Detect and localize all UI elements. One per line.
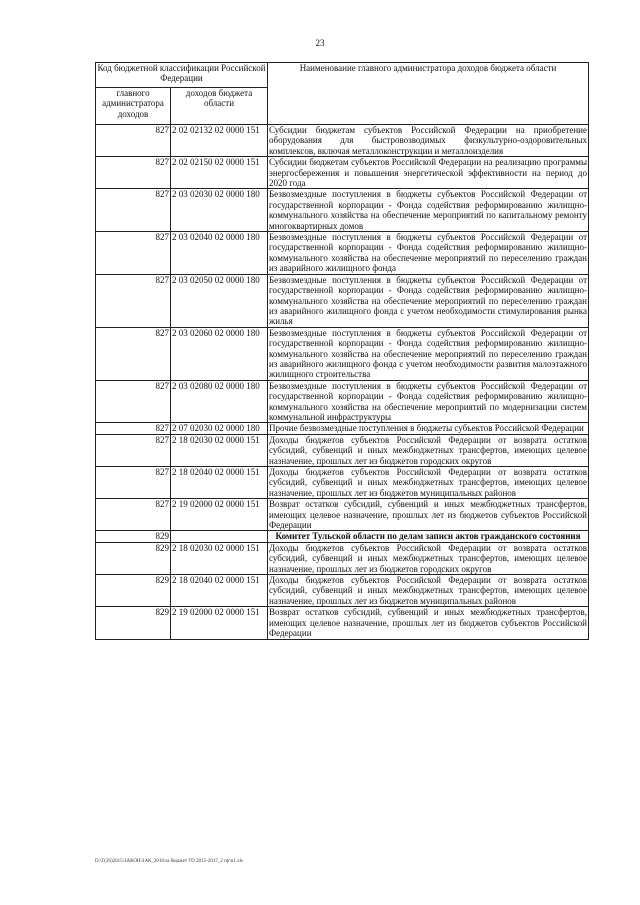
header-income: доходов бюджета области	[171, 88, 268, 125]
income-code: 2 03 02040 02 0000 180	[171, 232, 268, 275]
table-row	[96, 434, 589, 466]
admin-code: 827	[96, 467, 171, 499]
income-name: Возврат остатков субсидий, субвенций и иных межбюджетных трансфертов, имеющих целевое назначение, прошлых лет из бюджетов субъектов Российской Федерации	[269, 499, 587, 531]
table-row	[96, 380, 589, 423]
admin-code: 829	[96, 607, 171, 639]
footer-file-path: D:\Г(26)2015\ЗАКОН\ЗАК_2016\за бюджет ТО 2015-2017_2 пр\п1.xls	[95, 859, 243, 864]
table-row	[96, 327, 589, 380]
table-row	[96, 607, 589, 639]
income-code: 2 03 02030 02 0000 180	[171, 189, 268, 232]
table-row	[96, 542, 589, 574]
table-row	[96, 575, 589, 607]
income-name: Доходы бюджетов субъектов Российской Федерации от возврата остатков субсидий, субвенций и иных межбюджетных трансфертов, имеющих целевое назначение, прошлых лет из бюджетов городских округов	[269, 434, 587, 466]
table-row	[96, 499, 589, 531]
admin-code: 827	[96, 327, 171, 380]
income-name: Доходы бюджетов субъектов Российской Федерации от возврата остатков субсидий, субвенций и иных межбюджетных трансфертов, имеющих целевое назначение, прошлых лет из бюджетов муниципальных районов	[269, 467, 587, 498]
header-administrator: главного администратора доходов	[96, 88, 171, 125]
income-code: 2 18 02030 02 0000 151	[171, 434, 268, 466]
income-name: Прочие безвозмездные поступления в бюджеты субъектов Российской Федерации	[268, 423, 589, 434]
section-admin-code: 829	[96, 531, 171, 542]
income-name: Субсидии бюджетам субъектов Российской Федерации на реализацию программы энергосбережения и повышения энергетической эффективности на период до 2020 года	[269, 157, 587, 189]
income-code: 2 03 02050 02 0000 180	[171, 274, 268, 327]
admin-code: 827	[96, 499, 171, 531]
admin-code: 827	[96, 157, 171, 189]
page-number: 23	[315, 38, 325, 48]
admin-code: 827	[96, 423, 171, 434]
income-name: Субсидии бюджетам субъектов Российской Федерации на приобретение оборудования для быстровозводимых физкультурно-оздоровительных комплексов, включая металлоконструкции и металлоизделия	[269, 125, 587, 156]
admin-code: 827	[96, 189, 171, 232]
table-row	[96, 423, 589, 434]
income-name: Безвозмездные поступления в бюджеты субъектов Российской Федерации от государственной корпорации - Фонда содействия реформированию жилищно-коммунального хозяйства на обеспечение мероприятий по переселению граждан из аварийного жилищного фонда с учетом необходимости стимулирования рынка жилья	[269, 274, 587, 327]
header-name: Наименование главного администратора доходов бюджета области	[268, 63, 589, 125]
income-code: 2 19 02000 02 0000 151	[171, 499, 268, 531]
table-header-row	[96, 63, 589, 88]
income-code: 2 03 02060 02 0000 180	[171, 327, 268, 380]
admin-code: 827	[96, 380, 171, 423]
income-code: 2 03 02080 02 0000 180	[171, 380, 268, 423]
table-row	[96, 467, 589, 499]
income-name: Безвозмездные поступления в бюджеты субъектов Российской Федерации от государственной корпорации - Фонда содействия реформированию жилищно-коммунального хозяйства на обеспечение мероприятий по капитальному ремонту многоквартирных домов	[269, 189, 587, 231]
income-code: 2 02 02132 02 0000 151	[171, 125, 268, 157]
income-code: 2 18 02040 02 0000 151	[171, 575, 268, 607]
income-name: Безвозмездные поступления в бюджеты субъектов Российской Федерации от государственной корпорации - Фонда содействия реформированию жилищно-коммунального хозяйства на обеспечение мероприятий по переселению граждан из аварийного жилищного фонда с учетом необходимости развития малоэтажного жилищного строительства	[269, 327, 587, 380]
income-name: Доходы бюджетов субъектов Российской Федерации от возврата остатков субсидий, субвенций и иных межбюджетных трансфертов, имеющих целевое назначение, прошлых лет из бюджетов муниципальных районов	[269, 575, 587, 606]
table-row	[96, 189, 589, 232]
income-name: Безвозмездные поступления в бюджеты субъектов Российской Федерации от государственной корпорации - Фонда содействия реформированию жилищно-коммунального хозяйства на обеспечение мероприятий по переселению граждан из аварийного жилищного фонда	[269, 232, 587, 274]
income-name: Возврат остатков субсидий, субвенций и иных межбюджетных трансфертов, имеющих целевое назначение, прошлых лет из бюджетов субъектов Российской Федерации	[269, 607, 587, 639]
income-code: 2 18 02030 02 0000 151	[171, 542, 268, 574]
header-classification: Код бюджетной классификации Российской Федерации	[96, 63, 268, 88]
admin-code: 829	[96, 575, 171, 607]
income-code: 2 07 02030 02 0000 180	[171, 423, 268, 434]
section-title: Комитет Тульской области по делам записи актов гражданского состояния	[268, 531, 589, 542]
income-code: 2 02 02150 02 0000 151	[171, 157, 268, 189]
admin-code: 827	[96, 125, 171, 157]
income-code: 2 19 02000 02 0000 151	[171, 607, 268, 639]
admin-code: 827	[96, 434, 171, 466]
budget-classification-table	[95, 62, 589, 640]
table-row	[96, 125, 589, 157]
admin-code: 827	[96, 232, 171, 275]
table-row	[96, 232, 589, 275]
section-row	[96, 531, 589, 542]
table-row	[96, 274, 589, 327]
admin-code: 827	[96, 274, 171, 327]
income-name: Доходы бюджетов субъектов Российской Федерации от возврата остатков субсидий, субвенций и иных межбюджетных трансфертов, имеющих целевое назначение, прошлых лет из бюджетов городских округов	[269, 542, 587, 574]
income-name: Безвозмездные поступления в бюджеты субъектов Российской Федерации от государственной корпорации - Фонда содействия реформированию жилищно-коммунального хозяйства на обеспечение мероприятий по модернизации систем коммунальной инфраструктуры	[269, 380, 587, 422]
section-empty-cell	[171, 531, 268, 542]
table-row	[96, 157, 589, 189]
income-code: 2 18 02040 02 0000 151	[171, 467, 268, 499]
admin-code: 829	[96, 542, 171, 574]
